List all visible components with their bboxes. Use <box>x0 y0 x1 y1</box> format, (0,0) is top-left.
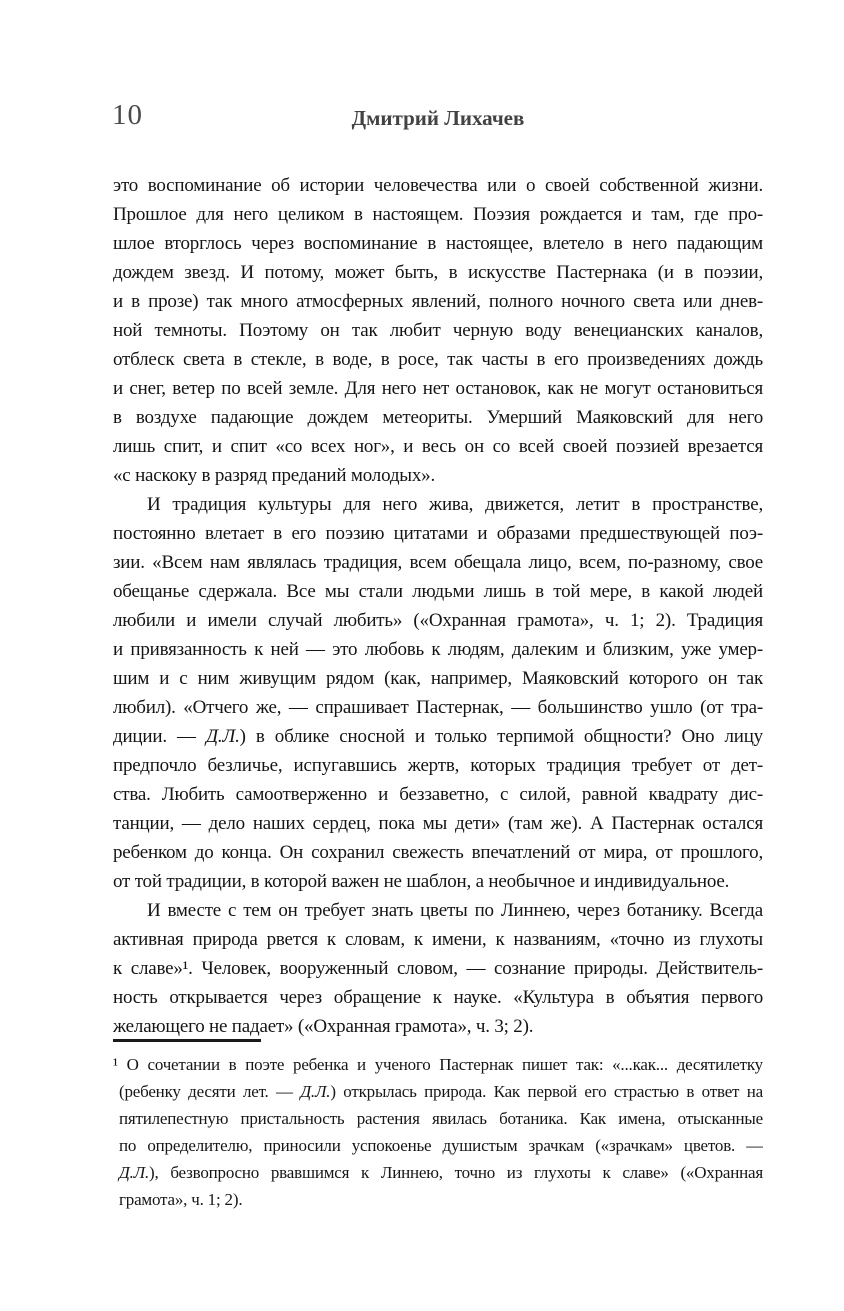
text-line: предпочло безличье, испугавшись жертв, которых традиция требует от дет- <box>113 755 763 776</box>
text-line: и снег, ветер по всей земле. Для него нет остановок, как не могут остановиться <box>113 378 763 399</box>
text-line: от той традиции, в которой важен не шаблон, а необычное и индивидуальное. <box>113 871 730 892</box>
author-initials-italic: Д.Л. <box>300 1082 331 1101</box>
text-line: к славе»¹. Человек, вооруженный словом, — сознание природы. Действитель- <box>113 958 763 979</box>
text-line: шлое вторглось через воспоминание в настоящее, влетело в него падающим <box>113 233 763 254</box>
footnote-line: (ребенку десяти лет. — Д.Л.) открылась природа. Как первой его страстью в ответ на <box>119 1082 763 1101</box>
body-text <box>113 171 763 1041</box>
text-line: любили и имели случай любить» («Охранная грамота», ч. 1; 2). Традиция <box>113 610 763 631</box>
text-line: лишь спит, и спит «со всех ног», и весь он со всей своей поэзией врезается <box>113 436 763 457</box>
text-line: и в прозе) так много атмосферных явлений, полного ночного света или днев- <box>113 291 763 312</box>
footnote-line: по определителю, приносили успокоенье душистым зрачкам («зрачкам» цветов. — <box>119 1136 763 1155</box>
text-line: обещанье сдержала. Все мы стали людьми лишь в той мере, в какой людей <box>113 581 763 602</box>
author-initials-italic: Д.Л. <box>119 1163 150 1182</box>
text-line: «с наскоку в разряд преданий молодых». <box>113 465 436 486</box>
text-line: ребенком до конца. Он сохранил свежесть впечатлений от мира, от прошлого, <box>113 842 763 863</box>
text-line: И традиция культуры для него жива, движется, летит в пространстве, <box>147 494 763 515</box>
text-line: активная природа рвется к словам, к имени, к названиям, «точно из глухоты <box>113 929 763 950</box>
text-line: ной темноты. Поэтому он так любит черную воду венецианских каналов, <box>113 320 763 341</box>
author-initials-italic: Д.Л. <box>205 726 240 747</box>
running-header-title: Дмитрий Лихачев <box>351 106 525 130</box>
footnote-separator-rule <box>113 1039 261 1042</box>
page-number: 10 <box>112 99 143 131</box>
footnote-line: пятилепестную пристальность растения явилась ботаника. Как имена, отысканные <box>119 1109 763 1128</box>
text-line: зии. «Всем нам являлась традиция, всем обещала лицо, всем, по-разному, свое <box>113 552 763 573</box>
footnote-line: грамота», ч. 1; 2). <box>119 1190 243 1209</box>
text-line: Прошлое для него целиком в настоящем. Поэзия рождается и там, где про- <box>113 204 763 225</box>
text-line: постоянно влетает в его поэзию цитатами и образами предшествующей поэ- <box>113 523 763 544</box>
text-line: ность открывается через обращение к науке. «Культура в объятия первого <box>113 987 763 1008</box>
text-line: любил). «Отчего же, — спрашивает Пастернак, — большинство ушло (от тра- <box>113 697 763 718</box>
text-line: шим и с ним живущим рядом (как, например, Маяковский которого он так <box>113 668 763 689</box>
text-line: И вместе с тем он требует знать цветы по Линнею, через ботанику. Всегда <box>147 900 763 921</box>
footnote-line: Д.Л.), безвопросно рвавшимся к Линнею, точно из глухоты к славе» («Охранная <box>119 1163 763 1182</box>
footnote-block <box>113 1051 763 1213</box>
text-line: дождем звезд. И потому, может быть, в искусстве Пастернака (и в поэзии, <box>113 262 763 283</box>
text-line: в воздухе падающие дождем метеориты. Умерший Маяковский для него <box>113 407 763 428</box>
footnote-line: ¹ О сочетании в поэте ребенка и ученого Пастернак пишет так: «...как... десятилетку <box>113 1055 763 1074</box>
text-line: танции, — дело наших сердец, пока мы дети» (там же). А Пастернак остался <box>113 813 763 834</box>
text-line: и привязанность к ней — это любовь к людям, далеким и близким, уже умер- <box>113 639 763 660</box>
text-line: диции. — Д.Л.) в облике сносной и только терпимой общности? Оно лицу <box>113 726 763 747</box>
text-line: ства. Любить самоотверженно и беззаветно, с силой, равной квадрату дис- <box>113 784 763 805</box>
text-line: желающего не падает» («Охранная грамота», ч. 3; 2). <box>113 1016 534 1037</box>
text-line: это воспоминание об истории человечества или о своей собственной жизни. <box>113 175 763 196</box>
text-line: отблеск света в стекле, в воде, в росе, так часты в его произведениях дождь <box>113 349 763 370</box>
